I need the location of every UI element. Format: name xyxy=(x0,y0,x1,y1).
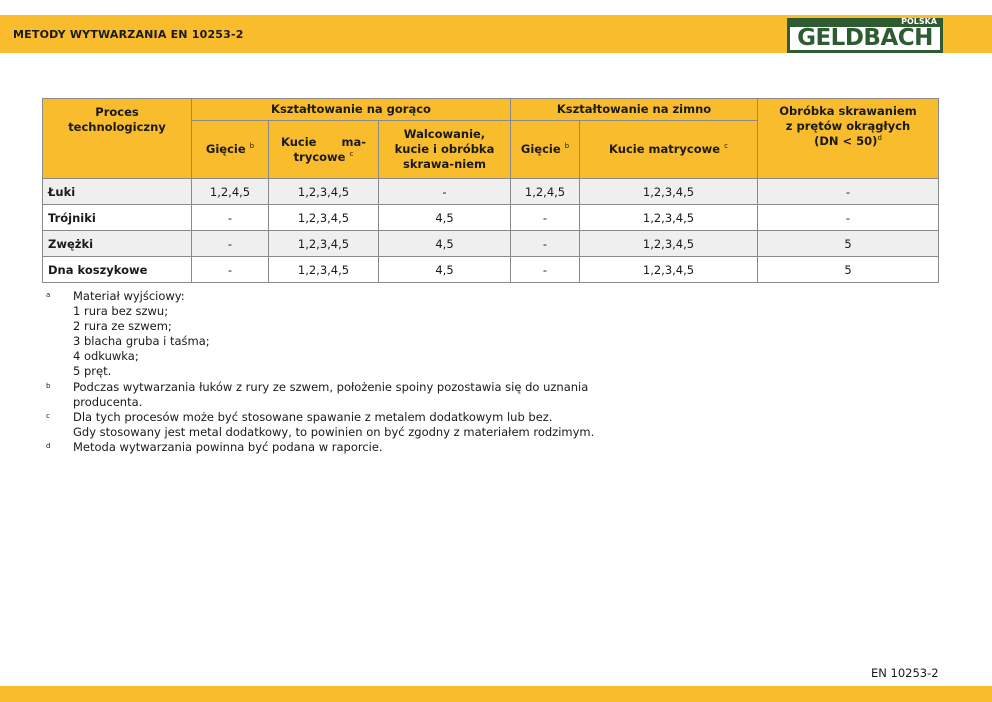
footnote-line: 1 rura bez szwu; xyxy=(73,304,169,319)
footnote-c xyxy=(44,410,594,440)
cell-hot-bending: - xyxy=(192,231,269,257)
footnote-marker: b xyxy=(46,381,51,390)
cell-hot-rolling: - xyxy=(379,179,511,205)
cell-cold-bending: 1,2,4,5 xyxy=(511,179,580,205)
cell-hot-bending: - xyxy=(192,257,269,283)
cell-hot-rolling: 4,5 xyxy=(379,257,511,283)
header-hot-die-forging: Kucie ma- trycowe $^c$ xyxy=(269,121,379,179)
footnote-line: Podczas wytwarzania łuków z rury ze szwem, położenie spoiny pozostawia się do uznania xyxy=(73,379,589,394)
logo-tagline: POLSKA xyxy=(901,17,937,26)
cell-hot-rolling: 4,5 xyxy=(379,231,511,257)
row-label: Dna koszykowe xyxy=(43,257,192,283)
row-label: Zwężki xyxy=(43,231,192,257)
cell-cold-bending: - xyxy=(511,205,580,231)
cell-cold-forging: 1,2,3,4,5 xyxy=(580,205,758,231)
header-cold-die-forging: Kucie matrycowe $^c$ xyxy=(580,121,758,179)
footnote-d xyxy=(44,440,594,455)
cell-cold-forging: 1,2,3,4,5 xyxy=(580,231,758,257)
table-row xyxy=(43,205,939,231)
table-row xyxy=(43,231,939,257)
table-row xyxy=(43,257,939,283)
cell-hot-bending: 1,2,4,5 xyxy=(192,179,269,205)
geldbach-logo xyxy=(787,18,943,53)
footnote-line: Gdy stosowany jest metal dodatkowy, to powinien on być zgodny z materiałem rodzimym. xyxy=(73,424,595,439)
footnote-marker: c xyxy=(46,411,50,420)
cell-hot-forging: 1,2,3,4,5 xyxy=(269,231,379,257)
cell-hot-forging: 1,2,3,4,5 xyxy=(269,179,379,205)
footnote-line: Metoda wytwarzania powinna być podana w raporcie. xyxy=(73,439,383,454)
header-machining: Obróbka skrawaniem z prętów okrągłych (DN < 50)$^d$ xyxy=(758,99,939,179)
cell-hot-rolling: 4,5 xyxy=(379,205,511,231)
row-label: Trójniki xyxy=(43,205,192,231)
cell-machining: 5 xyxy=(758,257,939,283)
header-cold-forming: Kształtowanie na zimno xyxy=(511,99,758,121)
footnote-line: producenta. xyxy=(73,394,143,409)
cell-machining: - xyxy=(758,179,939,205)
table-row xyxy=(43,179,939,205)
footnote-marker: d xyxy=(46,441,51,450)
standard-code: EN 10253-2 xyxy=(871,666,939,680)
cell-machining: - xyxy=(758,205,939,231)
footnote-line: Dla tych procesów może być stosowane spawanie z metalem dodatkowym lub bez. xyxy=(73,409,553,424)
cell-cold-forging: 1,2,3,4,5 xyxy=(580,257,758,283)
header-hot-bending: Gięcie $^b$ xyxy=(192,121,269,179)
document-title: METODY WYTWARZANIA EN 10253-2 xyxy=(13,28,244,41)
cell-cold-forging: 1,2,3,4,5 xyxy=(580,179,758,205)
footnote-marker: a xyxy=(46,291,51,299)
cell-cold-bending: - xyxy=(511,231,580,257)
cell-hot-forging: 1,2,3,4,5 xyxy=(269,257,379,283)
cell-hot-bending: - xyxy=(192,205,269,231)
row-label: Łuki xyxy=(43,179,192,205)
header-process: Proces technologiczny xyxy=(43,99,192,179)
cell-cold-bending: - xyxy=(511,257,580,283)
footnote-line: 2 rura ze szwem; xyxy=(73,319,172,334)
footnote-line: 5 pręt. xyxy=(73,364,112,379)
footnote-b xyxy=(44,380,594,410)
cell-hot-forging: 1,2,3,4,5 xyxy=(269,205,379,231)
footnotes xyxy=(44,289,594,455)
footer-bar xyxy=(0,686,992,702)
logo-wordmark: GELDBACH xyxy=(797,25,933,51)
header-hot-forming: Kształtowanie na gorąco xyxy=(192,99,511,121)
manufacturing-methods-table xyxy=(42,98,939,283)
footnote-line: Materiał wyjściowy: xyxy=(73,289,185,303)
footnote-line: 3 blacha gruba i taśma; xyxy=(73,334,210,349)
logo-panel xyxy=(790,27,940,50)
footnote-line: 4 odkuwka; xyxy=(73,349,139,364)
header-cold-bending: Gięcie $^b$ xyxy=(511,121,580,179)
header-hot-rolling: Walcowanie, kucie i obróbka skrawa-niem xyxy=(379,121,511,179)
cell-machining: 5 xyxy=(758,231,939,257)
footnote-a xyxy=(44,289,594,380)
